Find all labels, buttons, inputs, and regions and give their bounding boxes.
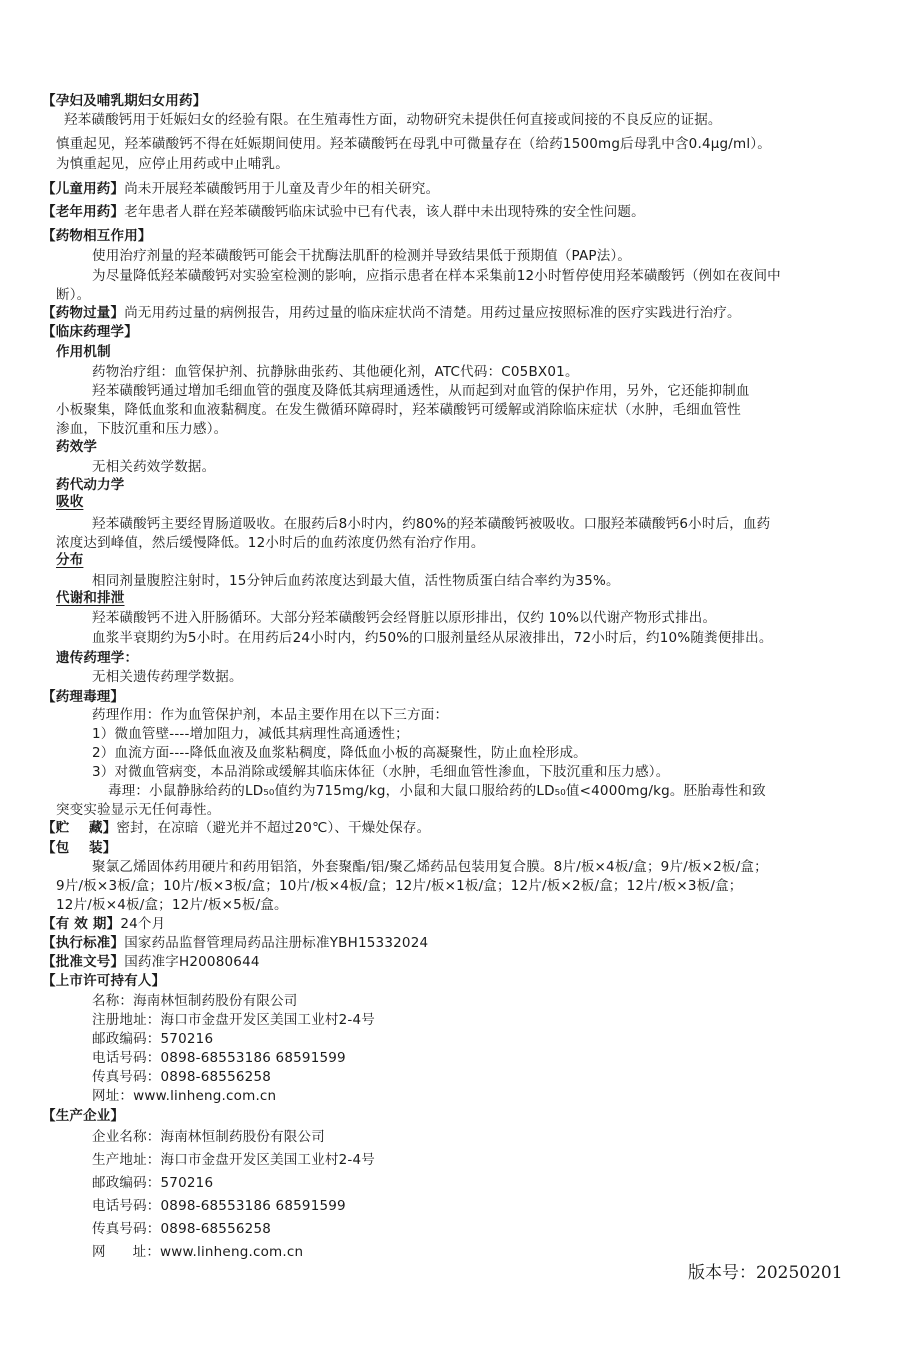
section-heading-standard: 【执行标准】 (42, 935, 125, 951)
paragraph-line: 毒理：小鼠静脉给药的LD₅₀值约为715mg/kg，小鼠和大鼠口服给药的LD₅₀值<4000mg/kg。胚胎毒性和致 (108, 783, 766, 799)
mah-fax: 传真号码：0898-68556258 (92, 1069, 272, 1085)
paragraph-line: 2）血流方面----降低血液及血浆粘稠度，降低血小板的高凝聚性，防止血栓形成。 (92, 745, 587, 761)
subheading-absorption: 吸收 (56, 494, 84, 510)
paragraph-line: 血浆半衰期约为5小时。在用药后24小时内，约50%的口服剂量经从尿液排出，72小时后，约10%随粪便排出。 (92, 630, 773, 646)
section-heading-toxicology: 【药理毒理】 (42, 689, 125, 705)
section-text: 密封，在凉暗（避光并不超过20℃）、干燥处保存。 (116, 820, 431, 836)
section-text: 24个月 (120, 916, 166, 932)
paragraph-line: 使用治疗剂量的羟苯磺酸钙可能会干扰酶法肌酐的检测并导致结果低于预期值（PAP法）。 (92, 248, 632, 264)
section-overdose (42, 303, 741, 323)
manufacturer-postcode: 邮政编码：570216 (92, 1175, 214, 1191)
mah-website: 网址：www.linheng.com.cn (92, 1088, 277, 1104)
section-heading-mah: 【上市许可持有人】 (42, 973, 166, 989)
subheading-mechanism: 作用机制 (56, 344, 111, 360)
subheading-distribution: 分布 (56, 552, 84, 568)
section-text: 国家药品监督管理局药品注册标准YBH15332024 (124, 935, 429, 951)
version-number: 版本号：20250201 (688, 1263, 843, 1283)
paragraph-line: 药物治疗组：血管保护剂、抗静脉曲张药、其他硬化剂，ATC代码：C05BX01。 (92, 364, 579, 380)
section-heading-validity: 【有 效 期】 (42, 916, 121, 932)
paragraph-line: 浓度达到峰值，然后缓慢降低。12小时后的血药浓度仍然有治疗作用。 (56, 535, 485, 551)
paragraph-line: 1）微血管壁----增加阻力，减低其病理性高通透性； (92, 726, 409, 742)
section-pediatric (42, 179, 439, 199)
paragraph-line: 为慎重起见，应停止用药或中止哺乳。 (56, 156, 289, 172)
section-heading-geriatric: 【老年用药】 (42, 204, 125, 220)
section-text: 尚无用药过量的病例报告，用药过量的临床症状尚不清楚。用药过量应按照标准的医疗实践进行治疗。 (124, 305, 741, 321)
manufacturer-website: 网 址：www.linheng.com.cn (92, 1244, 304, 1260)
manufacturer-name: 企业名称：海南林恒制药股份有限公司 (92, 1129, 325, 1145)
mah-phone: 电话号码：0898-68553186 68591599 (92, 1050, 346, 1066)
paragraph-line: 突变实验显示无任何毒性。 (56, 802, 221, 818)
mah-name: 名称：海南林恒制药股份有限公司 (92, 993, 298, 1009)
paragraph-line: 9片/板×3板/盒；10片/板×3板/盒；10片/板×4板/盒；12片/板×1板/盒；12片/板×2板/盒；12片/板×3板/盒； (56, 878, 743, 894)
section-validity (42, 914, 165, 934)
section-heading-pediatric: 【儿童用药】 (42, 181, 125, 197)
mah-postcode: 邮政编码：570216 (92, 1031, 214, 1047)
manufacturer-address: 生产地址：海口市金盘开发区美国工业村2-4号 (92, 1152, 375, 1168)
paragraph-line: 无相关药效学数据。 (92, 459, 216, 475)
paragraph-line: 羟苯磺酸钙用于妊娠妇女的经验有限。在生殖毒性方面，动物研究未提供任何直接或间接的不良反应的证据。 (64, 112, 722, 128)
section-text: 国药准字H20080644 (124, 954, 260, 970)
subheading-pharmacodynamics: 药效学 (56, 439, 98, 455)
subheading-pharmacokinetics: 药代动力学 (56, 477, 125, 493)
paragraph-line: 聚氯乙烯固体药用硬片和药用铝箔，外套聚酯/铝/聚乙烯药品包装用复合膜。8片/板×4板/盒；9片/板×2板/盒； (92, 859, 768, 875)
paragraph-line: 羟苯磺酸钙主要经胃肠道吸收。在服药后8小时内，约80%的羟苯磺酸钙被吸收。口服羟苯磺酸钙6小时后，血药 (92, 516, 771, 532)
paragraph-line: 3）对微血管病变，本品消除或缓解其临床体征（水肿，毛细血管性渗血，下肢沉重和压力感）。 (92, 764, 670, 780)
manufacturer-fax: 传真号码：0898-68556258 (92, 1221, 272, 1237)
section-heading-approval: 【批准文号】 (42, 954, 125, 970)
section-text: 尚未开展羟苯磺酸钙用于儿童及青少年的相关研究。 (124, 181, 440, 197)
paragraph-line: 羟苯磺酸钙不进入肝肠循环。大部分羟苯磺酸钙会经肾脏以原形排出，仅约 10%以代谢产物形式排出。 (92, 610, 717, 626)
mah-address: 注册地址：海口市金盘开发区美国工业村2-4号 (92, 1012, 375, 1028)
section-heading-pregnancy: 【孕妇及哺乳期妇女用药】 (42, 93, 207, 109)
section-heading-overdose: 【药物过量】 (42, 305, 125, 321)
subheading-elimination: 代谢和排泄 (56, 590, 125, 606)
section-storage (42, 818, 430, 838)
section-heading-interactions: 【药物相互作用】 (42, 228, 152, 244)
paragraph-line: 12片/板×4板/盒；12片/板×5板/盒。 (56, 897, 288, 913)
paragraph-line: 相同剂量腹腔注射时，15分钟后血药浓度达到最大值，活性物质蛋白结合率约为35%。 (92, 573, 620, 589)
subheading-pharmacogenetics: 遗传药理学： (56, 650, 139, 666)
section-text: 老年患者人群在羟苯磺酸钙临床试验中已有代表，该人群中未出现特殊的安全性问题。 (124, 204, 645, 220)
manufacturer-phone: 电话号码：0898-68553186 68591599 (92, 1198, 346, 1214)
paragraph-line: 药理作用：作为血管保护剂，本品主要作用在以下三方面： (92, 707, 449, 723)
paragraph-line: 羟苯磺酸钙通过增加毛细血管的强度及降低其病理通透性，从而起到对血管的保护作用，另外，它还能抑制血 (92, 383, 750, 399)
paragraph-line: 渗血，下肢沉重和压力感）。 (56, 421, 228, 437)
paragraph-line: 慎重起见，羟苯磺酸钙不得在妊娠期间使用。羟苯磺酸钙在母乳中可微量存在（给药1500mg后母乳中含0.4μg/ml）。 (56, 136, 772, 152)
paragraph-line: 小板聚集，降低血浆和血液黏稠度。在发生微循环障碍时，羟苯磺酸钙可缓解或消除临床症状（水肿，毛细血管性 (56, 402, 741, 418)
section-heading-pharmacology: 【临床药理学】 (42, 324, 138, 340)
paragraph-line: 无相关遗传药理学数据。 (92, 669, 243, 685)
section-heading-packaging: 【包 装】 (42, 840, 117, 856)
section-standard (42, 933, 428, 953)
paragraph-line: 断）。 (56, 287, 91, 303)
section-heading-manufacturer: 【生产企业】 (42, 1108, 125, 1124)
section-heading-storage: 【贮 藏】 (42, 820, 117, 836)
section-approval (42, 952, 260, 972)
section-geriatric (42, 202, 645, 222)
paragraph-line: 为尽量降低羟苯磺酸钙对实验室检测的影响，应指示患者在样本采集前12小时暂停使用羟苯磺酸钙（例如在夜间中 (92, 268, 781, 284)
